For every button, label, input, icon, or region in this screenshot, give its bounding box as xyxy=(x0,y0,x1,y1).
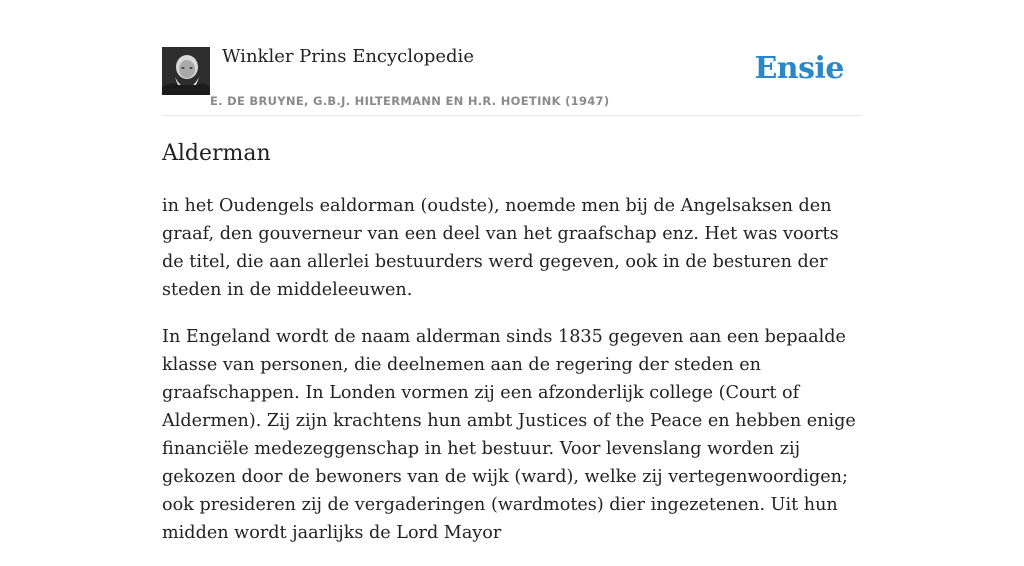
entry-content xyxy=(162,192,862,566)
entry-paragraph: in het Oudengels ealdorman (oudste), noemde men bij de Angelsaksen den graaf, den gouverneur van een deel van het graafschap enz. Het was voorts de titel, die aan allerlei bestuurders werd gegeven, ook in de besturen der steden in de middeleeuwen. xyxy=(162,196,839,300)
entry-title: Alderman xyxy=(162,141,271,166)
author-avatar[interactable] xyxy=(162,47,210,95)
entry-paragraph: In Engeland wordt de naam alderman sinds 1835 gegeven aan een bepaalde klasse van personen, die deelnemen aan de regering der steden en graafschappen. In Londen vormen zij een afzonderlijk college (Court of Aldermen). Zij zijn krachtens hun ambt Justices of the Peace en hebben enige financiële medezeggenschap in het bestuur. Voor levenslang worden zij gekozen door de bewoners van de wijk (ward), welke zij vertegenwoordigen; ook presideren zij de vergaderingen (wardmotes) dier ingezetenen. Uit hun midden wordt jaarlijks de Lord Mayor xyxy=(162,327,856,543)
source-header xyxy=(162,0,862,116)
article-page xyxy=(162,0,862,543)
source-authors: E. DE BRUYNE, G.B.J. HILTERMANN EN H.R. HOETINK (1947) xyxy=(210,94,610,108)
ensie-logo[interactable]: Ensie xyxy=(754,51,844,86)
source-title[interactable]: Winkler Prins Encyclopedie xyxy=(222,46,474,67)
